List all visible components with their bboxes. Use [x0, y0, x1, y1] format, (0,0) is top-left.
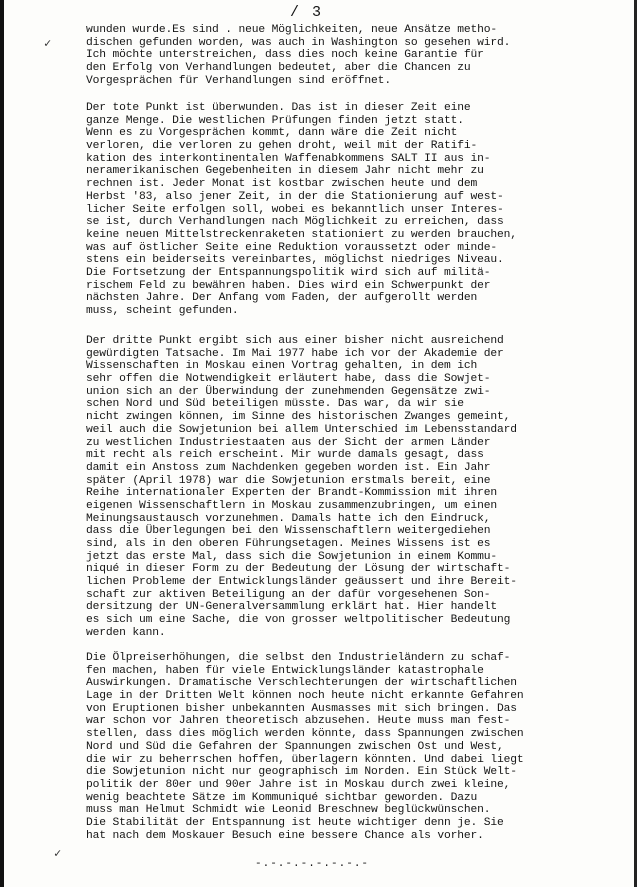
margin-tick-mark: ✓: [44, 37, 52, 51]
text-line: mit recht als reich erscheint. Mir wurde damals gesagt, dass: [86, 449, 484, 462]
text-line: was auf östlicher Seite eine Reduktion voraussetzt oder minde-: [86, 241, 498, 254]
text-line: politik der 80er und 90er Jahre ist in Moskau durch zwei kleine,: [86, 778, 511, 791]
text-line: schaft zur aktiven Beteiligung an der dafür vorgesehenen Son-: [86, 588, 491, 601]
scan-border-left: [0, 0, 4, 887]
text-line: nicht zwingen können, im Sinne des historischen Zwanges gemeint,: [86, 411, 511, 424]
text-line: Vorgesprächen für Verhandlungen sind eröffnet.: [86, 74, 391, 87]
text-line: verloren, die verloren zu gehen droht, weil mit der Ratifi-: [86, 140, 478, 153]
page-number: / 3: [290, 4, 324, 21]
text-line: Auswirkungen. Dramatische Verschlechterungen der wirtschaftlichen: [86, 677, 517, 690]
text-line: Reihe internationaler Experten der Brandt-Kommission mit ihren: [86, 487, 498, 500]
text-line: stellen, dass dies möglich werden könnte, dass Spannungen zwischen: [86, 728, 524, 741]
text-line: kation des interkontinentalen Waffenabkommens SALT II aus in-: [86, 152, 491, 165]
paragraph-1: [86, 24, 586, 87]
text-line: gewürdigten Tatsache. Im Mai 1977 habe ich vor der Akademie der: [86, 347, 504, 360]
text-line: war schon vor Jahren theoretisch abzusehen. Heute muss man fest-: [86, 715, 511, 728]
text-line: keine neuen Mittelstreckenraketen stationiert zu werden brauchen,: [86, 228, 517, 241]
text-line: licher Seite erfolgen soll, wobei es bekanntlich unser Interes-: [86, 203, 504, 216]
text-line: se ist, durch Verhandlungen nach Möglichkeit zu erreichen, dass: [86, 216, 504, 229]
text-line: muss man Helmut Schmidt wie Leonid Breschnew beglückwünschen.: [86, 804, 491, 817]
text-line: wenig beachtete Sätze im Kommuniqué sichtbar geworden. Dazu: [86, 791, 478, 804]
text-line: dischen gefunden worden, was auch in Washington so gesehen wird.: [86, 36, 511, 49]
text-line: dersitzung der UN-Generalversammlung erklärt hat. Hier handelt: [86, 601, 498, 614]
text-line: jetzt das erste Mal, dass sich die Sowjetunion in einem Kommu-: [86, 550, 498, 563]
text-line: Meinungsaustausch vorzunehmen. Damals hatte ich den Eindruck,: [86, 512, 491, 525]
text-line: damit ein Anstoss zum Nachdenken gegeben worden ist. Ein Jahr: [86, 461, 491, 474]
paragraph-3: [86, 335, 586, 640]
text-line: fen machen, haben für viele Entwicklungsländer katastrophale: [86, 664, 484, 677]
text-line: Ich möchte unterstreichen, dass dies noch keine Garantie für: [86, 49, 484, 62]
text-line: muss, scheint gefunden.: [86, 305, 239, 317]
text-line: hat nach dem Moskauer Besuch eine bessere Chance als vorher.: [86, 829, 484, 842]
text-line: weil auch die Sowjetunion bei allem Unterschied im Lebensstandard: [86, 423, 517, 436]
text-line: Wenn es zu Vorgesprächen kommt, dann wäre die Zeit nicht: [86, 127, 458, 140]
text-line: Die Ölpreiserhöhungen, die selbst den Industrieländern zu schaf-: [86, 652, 511, 664]
text-line: Lage in der Dritten Welt können noch heute nicht erkannte Gefahren: [86, 690, 524, 703]
text-line: Wissenschaften in Moskau einen Vortrag gehalten, in dem ich: [86, 360, 478, 373]
text-line: nächsten Jahre. Der Anfang vom Faden, der aufgerollt werden: [86, 292, 478, 305]
text-line: rechnen ist. Jeder Monat ist kostbar zwischen heute und dem: [86, 178, 478, 191]
text-line: wunden wurde.Es sind . neue Möglichkeiten, neue Ansätze metho-: [86, 24, 498, 36]
text-line: Die Fortsetzung der Entspannungspolitik wird sich auf militä-: [86, 266, 491, 279]
paragraph-2: [86, 102, 586, 318]
text-line: den Erfolg von Verhandlungen bedeutet, aber die Chancen zu: [86, 62, 471, 75]
text-line: von Eruptionen bisher unbekannten Ausmasses mit sich bringen. Das: [86, 702, 517, 715]
text-line: zu westlichen Industriestaaten aus der Sicht der armen Länder: [86, 436, 491, 449]
text-line: union sich an der Überwindung der zunehmenden Gegensätze zwi-: [86, 385, 491, 398]
margin-tick-mark: ✓: [54, 847, 62, 861]
text-line: schen Nord und Süd beteiligen müsste. Das war, da wir sie: [86, 398, 464, 411]
text-line: niqué in dieser Form zu der Bedeutung der Lösung der wirtschaft-: [86, 563, 511, 576]
end-mark: -.-.-.-.-.-.-.-: [255, 858, 370, 870]
text-line: ganze Menge. Die westlichen Prüfungen finden jetzt statt.: [86, 114, 464, 127]
text-line: die wir zu beherrschen hoffen, überlagern könnten. Und dabei liegt: [86, 753, 524, 766]
text-line: sehr offen die Notwendigkeit erläutert habe, dass die Sowjet-: [86, 373, 491, 386]
text-line: lichen Probleme der Entwicklungsländer geäussert und ihre Bereit-: [86, 576, 517, 589]
text-line: rischem Feld zu bewähren haben. Dies wird ein Schwerpunkt der: [86, 279, 491, 292]
text-line: Nord und Süd die Gefahren der Spannungen zwischen Ost und West,: [86, 740, 504, 753]
text-line: später (April 1978) war die Sowjetunion erstmals bereit, eine: [86, 474, 491, 487]
text-line: sind, als in den oberen Führungsetagen. Meines Wissens ist es: [86, 538, 491, 550]
text-line: eigenen Wissenschaftlern in Moskau zusammenzubringen, um einen: [86, 499, 498, 512]
paragraph-4: [86, 652, 586, 842]
text-line: die Sowjetunion nicht nur geographisch im Norden. Ein Stück Welt-: [86, 766, 517, 779]
text-line: dass die Überlegungen bei den Wissenschaftlern weitergediehen: [86, 525, 491, 538]
text-line: Herbst '83, also jener Zeit, in der die Stationierung auf west-: [86, 190, 504, 203]
text-line: Der dritte Punkt ergibt sich aus einer bisher nicht ausreichend: [86, 335, 504, 347]
text-line: stens ein beiderseits vereinbartes, möglichst niedriges Niveau.: [86, 254, 504, 267]
text-line: werden kann.: [86, 626, 166, 639]
text-line: neramerikanischen Gegebenheiten in diesem Jahr nicht mehr zu: [86, 165, 484, 178]
text-line: es sich um eine Sache, die von grosser weltpolitischer Bedeutung: [86, 614, 511, 627]
text-line: Die Stabilität der Entspannung ist heute wichtiger denn je. Sie: [86, 816, 504, 829]
text-line: Der tote Punkt ist überwunden. Das ist in dieser Zeit eine: [86, 102, 471, 114]
